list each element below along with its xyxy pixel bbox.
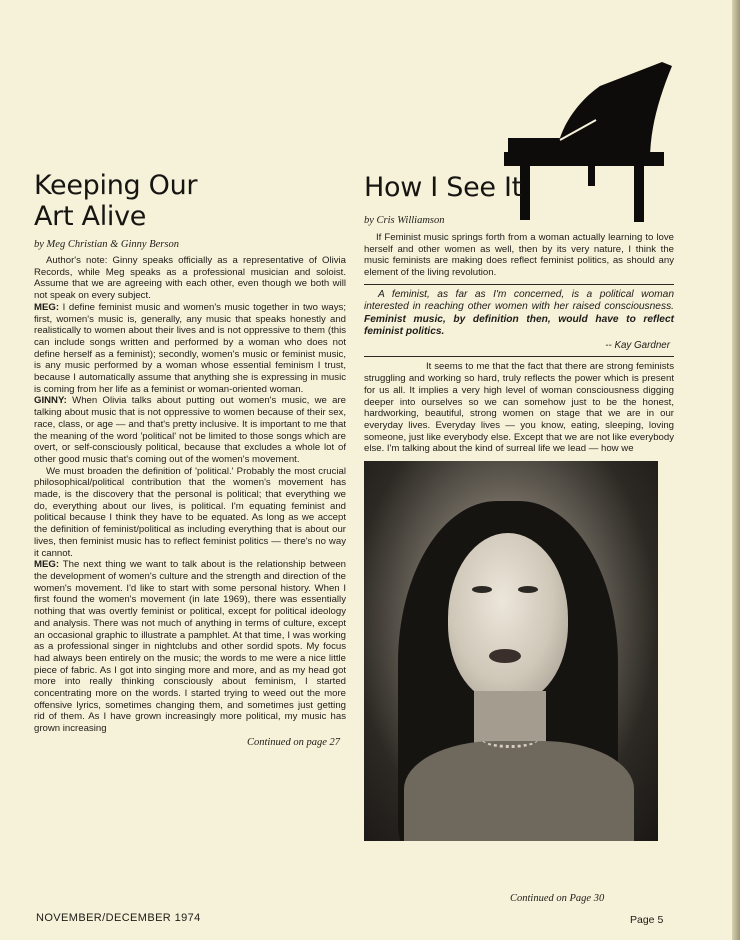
divider-top xyxy=(364,284,674,285)
pull-quote-attribution: -- Kay Gardner xyxy=(605,340,670,352)
divider-bottom xyxy=(364,356,674,357)
page-edge xyxy=(732,0,740,940)
photo-mouth xyxy=(489,649,521,663)
left-article-byline: by Meg Christian & Ginny Berson xyxy=(34,239,179,250)
right-continued-note: Continued on Page 30 xyxy=(510,893,605,904)
speaker-label: MEG: xyxy=(34,559,60,571)
right-article-title: How I See It xyxy=(364,172,522,203)
ginny-paragraph xyxy=(34,395,346,465)
right-article-byline: by Cris Williamson xyxy=(364,215,445,226)
right-article-intro: If Feminist music springs forth from a woman actually learning to love herself and other women as well, then by its very nature, I think the music feminists are making does reflect feminist politics, as should any element of the living revolution. xyxy=(364,232,674,279)
left-article xyxy=(34,170,346,748)
issue-date: NOVEMBER/DECEMBER 1974 xyxy=(36,912,201,924)
pull-quote-text-b: Feminist music, by definition then, would have to reflect feminist politics. xyxy=(364,313,674,338)
paragraph-text: The next thing we want to talk about is the relationship between the development of women's culture and the strength and direction of the women's movement. I'd like to start with some personal history. When I first found the women's movement (in late 1969), there was essentially nothing that was overtly feminist or political, except for political ideology and analysis. There was not much of anything in terms of culture, except an occasional graphic to illustrate a pamphlet. At that time, I was working as a professional singer in nightclubs and other sordid spots. My focus had always been entirely on the music; the words to me were a nice little piece of fabric. As I got into singing more and more, and as my head got more into really thinking consciously about feminism, I started concentrating more on the words. I started trying to weed out the more offensive lyrics, sometimes changing them, and sometimes just getting rid of them. As I have grown increasingly more political, my music has grown increasing xyxy=(34,559,346,735)
paragraph-text: When Olivia talks about putting out women's music, we are talking about music that is not oppressive to women because of their sex, race, class, or age — and that's pretty inclusive. It is important to me that the meaning of the word 'political' not be limited to those songs which are overt, or self-consciously political, because that excludes a whole lot of other good music that's coming out of the women's movement. xyxy=(34,395,346,465)
left-article-body xyxy=(34,255,346,735)
photo-face xyxy=(448,533,568,703)
left-article-title: Keeping Our Art Alive xyxy=(34,170,198,232)
meg-paragraph-1 xyxy=(34,302,346,396)
authors-note: Author's note: Ginny speaks officially as a representative of Olivia Records, while Meg speaks as a professional musician and soloist. Assume that we are agreeing with each other, even though we both will not speak on every subject. xyxy=(34,255,346,302)
right-article-body: It seems to me that the fact that there are strong feminists struggling and working so hard, truly reflects the power which is present for us all. It implies a very high level of woman consciousness digging deeper into ourselves so we can somehow just to be the honest, hardworking, beautiful, strong women on stage that we are in our everyday lives. Everyday lives — you know, eating, sleeping, loving someone, just like everybody else. Except that we are not like everybody else. I'm talking about the kind of surreal life we lead — how we xyxy=(364,361,674,455)
meg-paragraph-2 xyxy=(34,559,346,735)
pull-quote-text-a: A feminist, as far as I'm concerned, is a political woman interested in reaching other women with her raised consciousness. xyxy=(364,288,674,313)
portrait-photo xyxy=(364,461,658,841)
pull-quote xyxy=(364,289,674,339)
political-paragraph: We must broaden the definition of 'political.' Probably the most crucial philosophical/political contribution that the women's movement has made, is the discovery that the personal is political; that everything we do, everything about our lives, is political. I'm equating feminist and political because I think they have to be equated. As long as we accept the definition of feminist/political as including everything that is about our lives, then feminist music has to reflect feminist politics — there's no way it cannot. xyxy=(34,465,346,559)
photo-necklace xyxy=(482,731,538,748)
page-number: Page 5 xyxy=(630,914,664,926)
paragraph-text: I define feminist music and women's music together in two ways; first, women's music is, generally, any music that speaks honestly and realistically to women about their lives and is not oppressive to them (this can include songs written and performed by a woman who does not define herself as a feminist); secondly, women's music or feminist music, is any music performed by a woman whose essential feminism I trust, because I automatically assume that anything she is expressing in music is coming from her life as a feminist or woman-oriented woman. xyxy=(34,301,346,395)
right-article xyxy=(364,172,674,841)
speaker-label: GINNY: xyxy=(34,395,67,407)
speaker-label: MEG: xyxy=(34,301,60,313)
left-continued-note: Continued on page 27 xyxy=(246,736,340,748)
photo-shirt xyxy=(404,741,634,841)
